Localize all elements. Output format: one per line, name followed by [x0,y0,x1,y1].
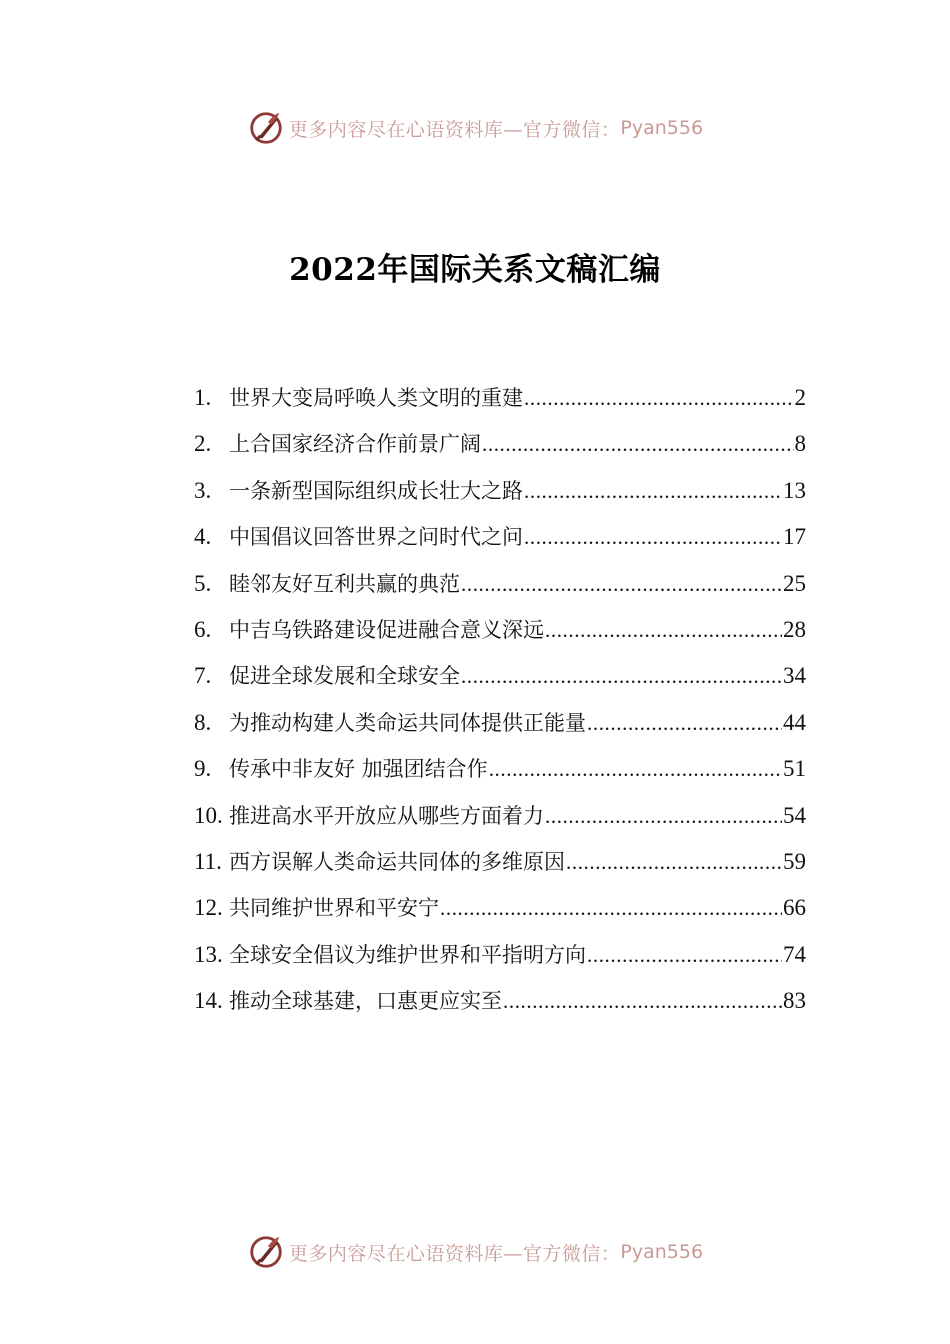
toc-entry[interactable] [194,753,806,799]
toc-entry-number: 1. [194,385,212,410]
watermark-wechat-id: Pyan556 [620,117,704,139]
toc-entry[interactable] [194,521,806,567]
toc-entry-number: 8. [194,709,212,735]
toc-entry-number: 7. [194,663,212,689]
toc-entry-number: 4. [194,524,212,550]
toc-entry[interactable] [194,382,806,428]
toc-leader-dots [440,896,782,921]
toc-leader-dots [587,943,782,968]
toc-entry-title: 中国倡议回答世界之问时代之问 [229,525,523,550]
quill-pen-logo-icon [247,109,285,147]
toc-entry-title: 中吉乌铁路建设促进融合意义深远 [229,617,544,642]
table-of-contents [194,382,806,1031]
toc-entry[interactable] [194,475,806,521]
toc-entry[interactable] [194,428,806,474]
toc-entry-number: 3. [194,477,212,503]
toc-entry-page-number: 34 [783,663,806,689]
quill-pen-logo-icon [247,1233,285,1271]
toc-leader-dots [524,479,782,504]
toc-entry-page-number: 28 [783,616,806,642]
toc-entry-number: 10. [194,802,223,828]
toc-entry-page-number: 59 [783,848,806,874]
toc-entry-page-number: 8 [794,431,806,457]
watermark-wechat-id: Pyan556 [620,1241,704,1263]
toc-entry-page-number: 44 [783,709,806,735]
toc-entry-title: 世界大变局呼唤人类文明的重建 [229,386,523,410]
toc-entry-title: 全球安全倡议为维护世界和平指明方向 [229,942,586,967]
toc-entry-number: 5. [194,570,212,596]
toc-leader-dots [503,989,782,1014]
toc-entry-number: 12. [194,895,223,921]
toc-leader-dots [482,432,794,457]
toc-entry-title: 共同维护世界和平安宁 [229,896,439,921]
toc-leader-dots [545,618,782,643]
toc-entry[interactable] [194,846,806,892]
toc-entry[interactable] [194,985,806,1031]
toc-entry[interactable] [194,614,806,660]
toc-entry[interactable] [194,800,806,846]
footer-watermark [0,1232,950,1272]
toc-entry-page-number: 25 [783,570,806,596]
toc-entry-title: 为推动构建人类命运共同体提供正能量 [229,710,586,735]
toc-entry-page-number: 66 [783,895,806,921]
toc-entry-title: 促进全球发展和全球安全 [229,664,460,689]
toc-entry[interactable] [194,707,806,753]
toc-entry-number: 11. [194,848,222,874]
toc-leader-dots [489,757,782,782]
toc-entry[interactable] [194,892,806,938]
toc-entry-title: 上合国家经济合作前景广阔 [229,432,481,457]
toc-entry[interactable] [194,660,806,706]
toc-entry-title: 推进高水平开放应从哪些方面着力 [229,803,544,828]
toc-entry-number: 9. [194,756,212,782]
toc-entry-page-number: 2 [794,385,806,410]
toc-entry-number: 14. [194,988,223,1014]
header-watermark [0,108,950,148]
toc-entry-page-number: 74 [783,941,806,967]
toc-entry[interactable] [194,939,806,985]
toc-entry-page-number: 83 [783,988,806,1014]
toc-leader-dots [524,386,794,411]
toc-leader-dots [566,850,782,875]
toc-entry-page-number: 54 [783,802,806,828]
watermark-text: 更多内容尽在心语资料库—官方微信： [288,118,621,141]
toc-entry-page-number: 17 [783,524,806,550]
toc-leader-dots [461,572,782,597]
toc-entry-title: 西方误解人类命运共同体的多维原因 [229,849,565,874]
toc-entry[interactable] [194,568,806,614]
toc-entry-title: 一条新型国际组织成长壮大之路 [229,478,523,503]
toc-entry-page-number: 51 [783,756,806,782]
document-title: 2022年国际关系文稿汇编 [289,252,661,288]
toc-entry-title: 睦邻友好互利共赢的典范 [229,571,460,596]
toc-leader-dots [461,664,782,689]
toc-entry-title: 传承中非友好 加强团结合作 [229,757,488,782]
watermark-text: 更多内容尽在心语资料库—官方微信： [288,1242,621,1265]
toc-entry-number: 2. [194,431,212,457]
toc-leader-dots [545,804,782,829]
toc-entry-number: 13. [194,941,223,967]
toc-entry-page-number: 13 [783,477,806,503]
toc-leader-dots [524,525,782,550]
toc-entry-number: 6. [194,616,212,642]
toc-leader-dots [587,711,782,736]
toc-entry-title: 推动全球基建，口惠更应实至 [229,989,502,1014]
